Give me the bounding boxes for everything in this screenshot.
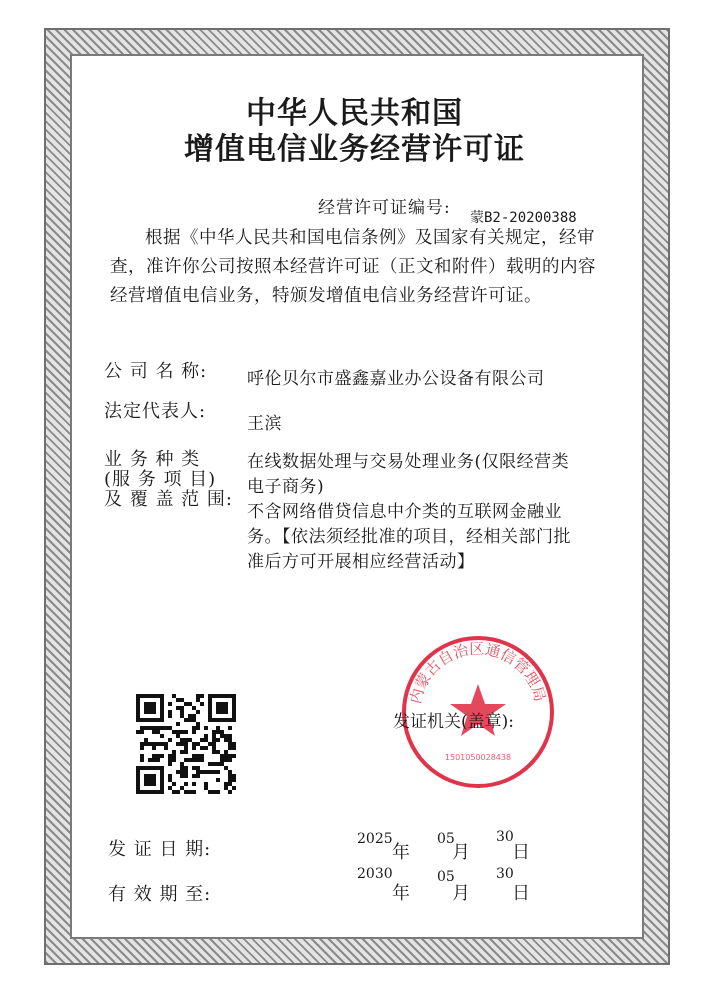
intro-text: 根据《中华人民共和国电信条例》及国家有关规定，经审查，准许你公司按照本经营许可证（正文和附件）载明的内容经营增值电信业务，特颁发增值电信业务经营许可证。 (110, 228, 596, 306)
issue-date-label: 发 证 日 期: (108, 839, 212, 860)
valid-month-char: 月 (452, 883, 470, 904)
legal-representative-value: 王滨 (247, 414, 282, 434)
scope-value-line-5: 准后方可开展相应经营活动】 (247, 552, 475, 572)
scope-value-line-1: 在线数据处理与交易处理业务(仅限经营类 (247, 452, 570, 472)
valid-until-label: 有 效 期 至: (108, 884, 212, 905)
valid-year: 2030 (357, 866, 393, 882)
scope-label-line-2: (服 务 项 目) (104, 469, 217, 490)
issue-month: 05 (437, 831, 455, 847)
valid-day-char: 日 (512, 883, 530, 904)
issue-month-char: 月 (452, 842, 470, 863)
seal-text: 内蒙古自治区通信管理局 (406, 639, 550, 706)
issue-day-char: 日 (512, 842, 530, 863)
company-name-value: 呼伦贝尔市盛鑫嘉业办公设备有限公司 (247, 369, 545, 389)
title-line-2: 增值电信业务经营许可证 (184, 132, 525, 167)
qr-code (136, 694, 236, 794)
scope-value-line-3: 不含网络借贷信息中介类的互联网金融业 (247, 502, 562, 522)
scope-label-line-3: 及 覆 盖 范 围: (104, 489, 233, 510)
scope-label-line-1: 业 务 种 类 (104, 449, 201, 470)
valid-month: 05 (437, 869, 455, 885)
issue-year-char: 年 (392, 842, 410, 863)
permit-number-label: 经营许可证编号: (318, 198, 451, 218)
issue-year: 2025 (357, 831, 393, 847)
scope-value-line-4: 务。【依法须经批准的项目，经相关部门批 (247, 527, 571, 547)
company-name-label: 公 司 名 称: (104, 361, 208, 382)
valid-year-char: 年 (392, 883, 410, 904)
seal-code: 1501050028438 (444, 753, 512, 762)
title-line-1: 中华人民共和国 (246, 96, 463, 131)
scope-value-line-2: 电子商务) (247, 477, 325, 497)
intro-paragraph (110, 224, 610, 311)
legal-representative-label: 法定代表人: (104, 401, 207, 422)
valid-day: 30 (496, 866, 514, 882)
issuing-authority-label: 发证机关(盖章): (393, 712, 514, 732)
issue-day: 30 (496, 829, 514, 845)
permit-number: 蒙B2-20200388 (470, 210, 577, 226)
